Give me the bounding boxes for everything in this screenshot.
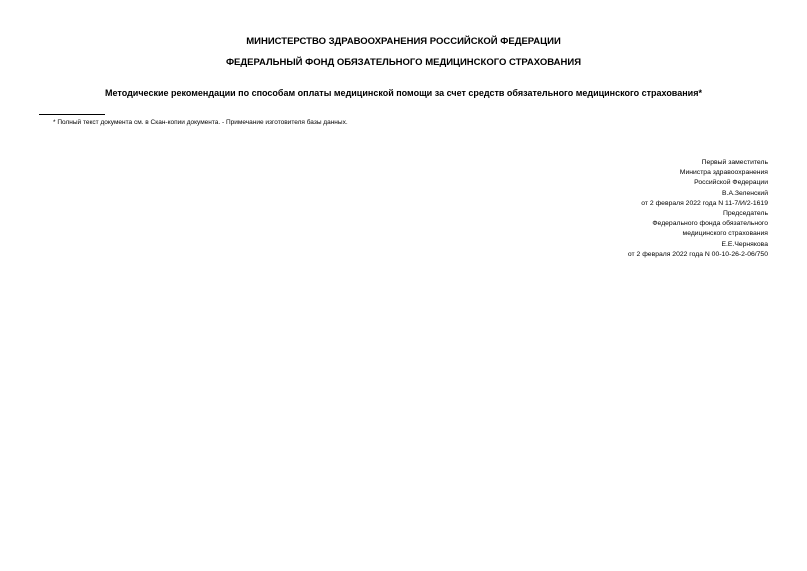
approval-line: Федерального фонда обязательного [652, 220, 768, 228]
ministry-heading: МИНИСТЕРСТВО ЗДРАВООХРАНЕНИЯ РОССИЙСКОЙ ФЕДЕРАЦИИ [246, 36, 561, 47]
approval-line: Председатель [723, 210, 768, 218]
footnote-separator [39, 114, 105, 115]
approval-signatory: Е.Е.Чернякова [721, 240, 768, 248]
footnote-text: * Полный текст документа см. в Скан-копии документа. - Примечание изготовителя базы данных. [53, 119, 348, 126]
approval-line: Министра здравоохранения [679, 169, 768, 177]
approval-line: медицинского страхования [682, 230, 768, 238]
approval-signatory: В.А.Зеленский [722, 189, 768, 197]
fund-heading: ФЕДЕРАЛЬНЫЙ ФОНД ОБЯЗАТЕЛЬНОГО МЕДИЦИНСКОГО СТРАХОВАНИЯ [225, 57, 582, 68]
approval-reference: от 2 февраля 2022 года N 11-7/И/2-1619 [641, 199, 768, 207]
approval-reference: от 2 февраля 2022 года N 00-10-26-2-06/750 [627, 250, 768, 258]
approval-block [508, 158, 768, 260]
document-title: Методические рекомендации по способам оплаты медицинской помощи за счет средств обязательного медицинского страхования* [105, 88, 702, 98]
approval-line: Российской Федерации [694, 179, 768, 187]
approval-line: Первый заместитель [701, 159, 768, 166]
